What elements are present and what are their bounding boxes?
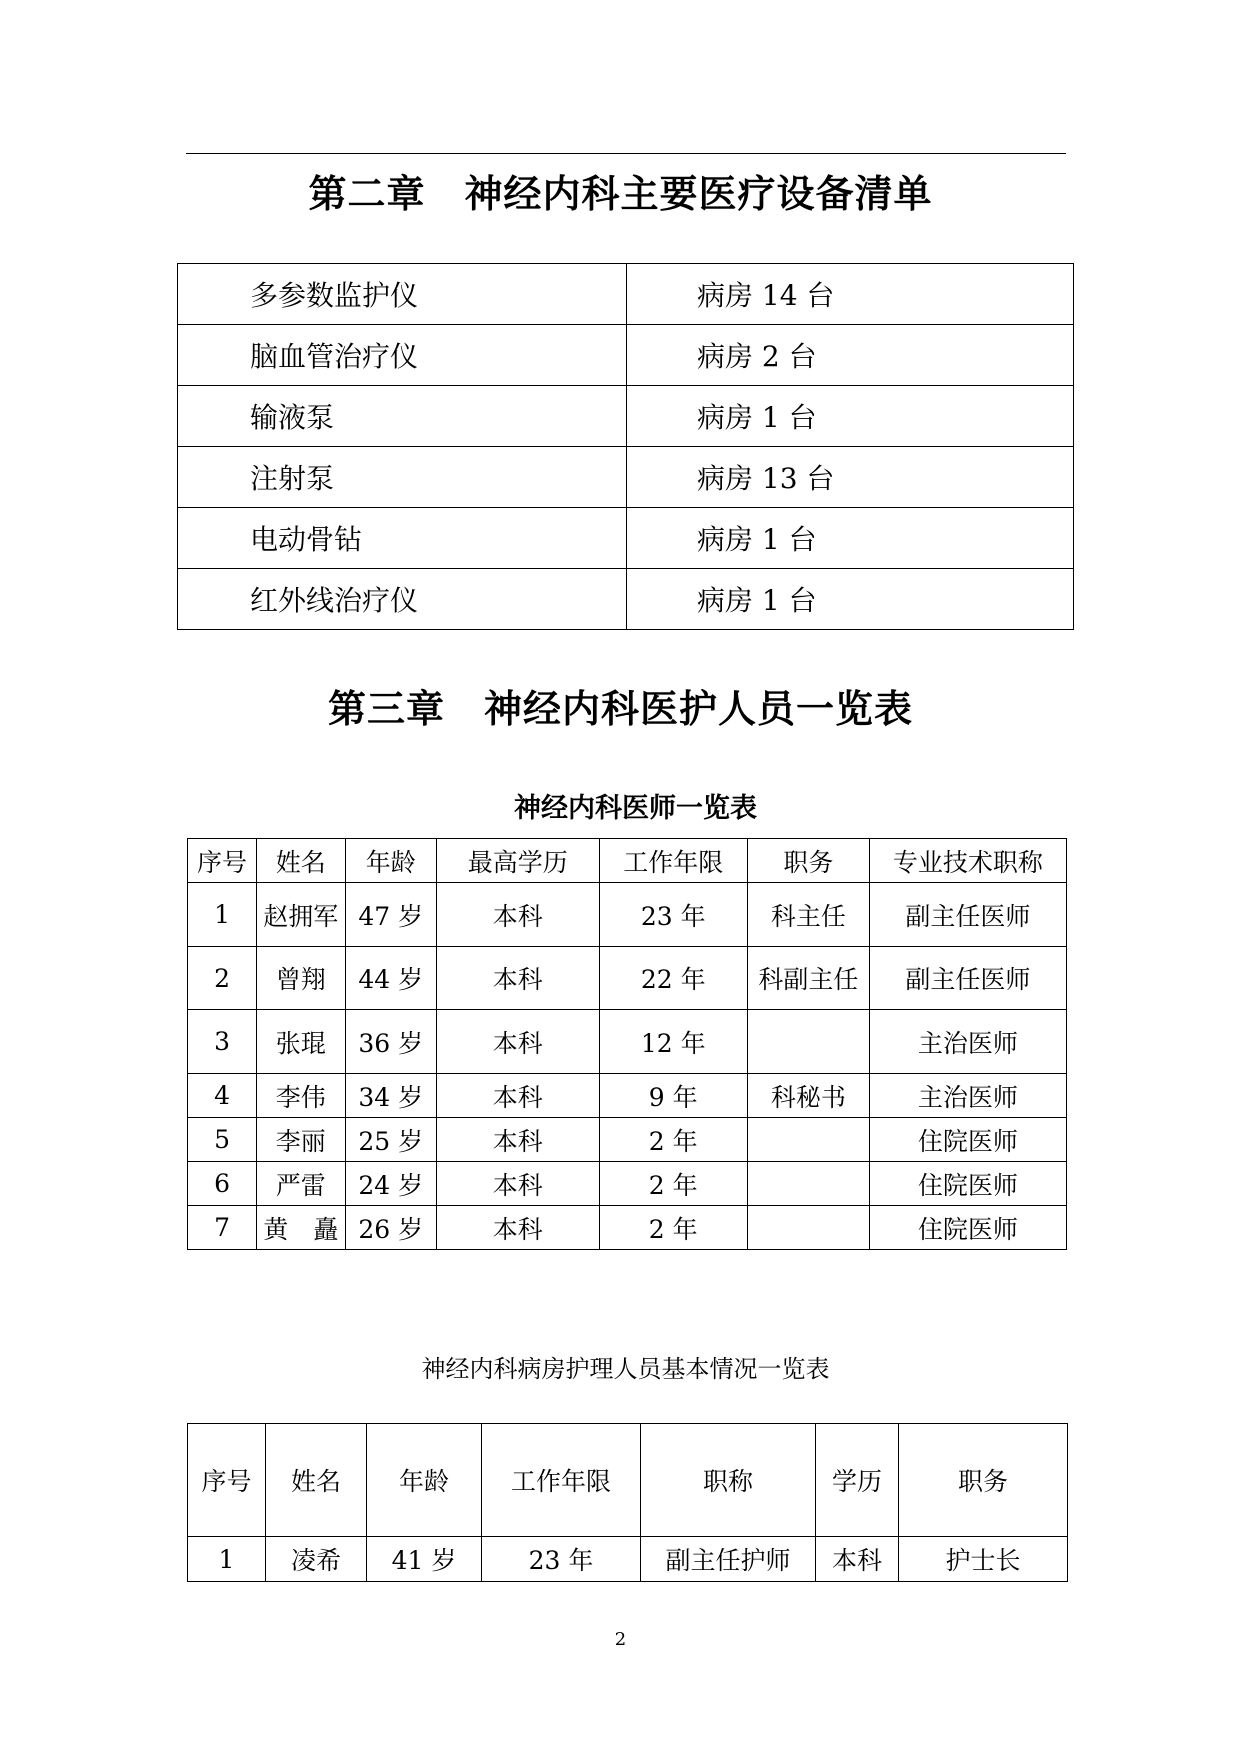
table-cell: 李伟 <box>257 1074 345 1118</box>
page-number: 2 <box>614 1629 627 1650</box>
table-cell: 黄 矗 <box>257 1206 345 1250</box>
table-cell: 凌希 <box>266 1537 367 1582</box>
equipment-location-cell: 病房 1 台 <box>627 386 1074 447</box>
table-cell: 47 岁 <box>345 883 436 947</box>
table-cell: 1 <box>188 883 257 947</box>
nurses-table-title: 神经内科病房护理人员基本情况一览表 <box>421 1355 830 1383</box>
table-row <box>188 1537 1068 1582</box>
table-row <box>178 325 1074 386</box>
header-rule <box>186 153 1066 154</box>
equipment-name-cell: 脑血管治疗仪 <box>178 325 627 386</box>
column-header: 工作年限 <box>599 839 747 883</box>
table-cell: 2 年 <box>599 1206 747 1250</box>
column-header: 职称 <box>641 1424 816 1537</box>
table-cell: 副主任医师 <box>869 947 1066 1010</box>
table-cell: 住院医师 <box>869 1162 1066 1206</box>
table-cell: 1 <box>188 1537 266 1582</box>
equipment-name-cell: 多参数监护仪 <box>178 264 627 325</box>
equipment-name-cell: 电动骨钻 <box>178 508 627 569</box>
equipment-location-cell: 病房 14 台 <box>627 264 1074 325</box>
table-row <box>188 1074 1067 1118</box>
equipment-location-cell: 病房 13 台 <box>627 447 1074 508</box>
table-cell: 张琨 <box>257 1010 345 1074</box>
column-header: 专业技术职称 <box>869 839 1066 883</box>
table-cell: 曾翔 <box>257 947 345 1010</box>
table-cell: 9 年 <box>599 1074 747 1118</box>
column-header: 序号 <box>188 839 257 883</box>
table-cell: 本科 <box>436 1206 599 1250</box>
table-cell: 26 岁 <box>345 1206 436 1250</box>
table-cell: 36 岁 <box>345 1010 436 1074</box>
table-cell: 4 <box>188 1074 257 1118</box>
table-cell: 2 <box>188 947 257 1010</box>
table-cell: 6 <box>188 1162 257 1206</box>
table-cell: 副主任医师 <box>869 883 1066 947</box>
table-row <box>178 386 1074 447</box>
table-cell: 主治医师 <box>869 1074 1066 1118</box>
column-header: 年龄 <box>345 839 436 883</box>
table-cell: 副主任护师 <box>641 1537 816 1582</box>
equipment-name-cell: 注射泵 <box>178 447 627 508</box>
table-cell: 本科 <box>436 883 599 947</box>
table-row <box>188 1010 1067 1074</box>
table-row <box>188 1206 1067 1250</box>
table-cell: 5 <box>188 1118 257 1162</box>
equipment-name-cell: 红外线治疗仪 <box>178 569 627 630</box>
column-header: 职务 <box>899 1424 1068 1537</box>
table-cell: 本科 <box>436 1162 599 1206</box>
doctors-table-title: 神经内科医师一览表 <box>514 793 757 824</box>
table-cell: 41 岁 <box>367 1537 482 1582</box>
table-cell: 住院医师 <box>869 1206 1066 1250</box>
table-cell: 23 年 <box>599 883 747 947</box>
table-cell: 本科 <box>816 1537 899 1582</box>
table-cell: 主治医师 <box>869 1010 1066 1074</box>
table-cell: 2 年 <box>599 1118 747 1162</box>
table-cell <box>747 1162 869 1206</box>
table-cell: 2 年 <box>599 1162 747 1206</box>
equipment-name-cell: 输液泵 <box>178 386 627 447</box>
column-header: 年龄 <box>367 1424 482 1537</box>
equipment-location-cell: 病房 1 台 <box>627 508 1074 569</box>
table-cell <box>747 1118 869 1162</box>
doctors-table <box>187 838 1067 1250</box>
equipment-table <box>177 263 1074 630</box>
table-cell: 34 岁 <box>345 1074 436 1118</box>
table-cell: 科秘书 <box>747 1074 869 1118</box>
table-cell: 科主任 <box>747 883 869 947</box>
table-cell: 12 年 <box>599 1010 747 1074</box>
table-cell: 严雷 <box>257 1162 345 1206</box>
column-header: 最高学历 <box>436 839 599 883</box>
table-cell: 7 <box>188 1206 257 1250</box>
table-cell: 李丽 <box>257 1118 345 1162</box>
column-header: 职务 <box>747 839 869 883</box>
table-cell: 本科 <box>436 1074 599 1118</box>
column-header: 学历 <box>816 1424 899 1537</box>
table-cell: 赵拥军 <box>257 883 345 947</box>
table-cell: 科副主任 <box>747 947 869 1010</box>
table-row <box>178 264 1074 325</box>
table-cell <box>747 1206 869 1250</box>
chapter3-title: 第三章 神经内科医护人员一览表 <box>327 687 913 731</box>
table-cell: 22 年 <box>599 947 747 1010</box>
table-cell: 本科 <box>436 1010 599 1074</box>
equipment-location-cell: 病房 2 台 <box>627 325 1074 386</box>
table-row <box>178 447 1074 508</box>
table-cell: 住院医师 <box>869 1118 1066 1162</box>
column-header: 姓名 <box>266 1424 367 1537</box>
table-cell: 44 岁 <box>345 947 436 1010</box>
column-header: 姓名 <box>257 839 345 883</box>
table-cell <box>747 1010 869 1074</box>
table-header-row <box>188 1424 1068 1537</box>
table-row <box>188 883 1067 947</box>
equipment-location-cell: 病房 1 台 <box>627 569 1074 630</box>
table-row <box>178 508 1074 569</box>
table-row <box>178 569 1074 630</box>
table-cell: 3 <box>188 1010 257 1074</box>
table-row <box>188 947 1067 1010</box>
table-cell: 本科 <box>436 1118 599 1162</box>
table-cell: 本科 <box>436 947 599 1010</box>
table-cell: 24 岁 <box>345 1162 436 1206</box>
table-header-row <box>188 839 1067 883</box>
table-row <box>188 1118 1067 1162</box>
table-row <box>188 1162 1067 1206</box>
table-cell: 护士长 <box>899 1537 1068 1582</box>
column-header: 工作年限 <box>482 1424 641 1537</box>
table-cell: 23 年 <box>482 1537 641 1582</box>
table-cell: 25 岁 <box>345 1118 436 1162</box>
nurses-table <box>187 1423 1068 1582</box>
column-header: 序号 <box>188 1424 266 1537</box>
chapter2-title: 第二章 神经内科主要医疗设备清单 <box>308 172 933 216</box>
